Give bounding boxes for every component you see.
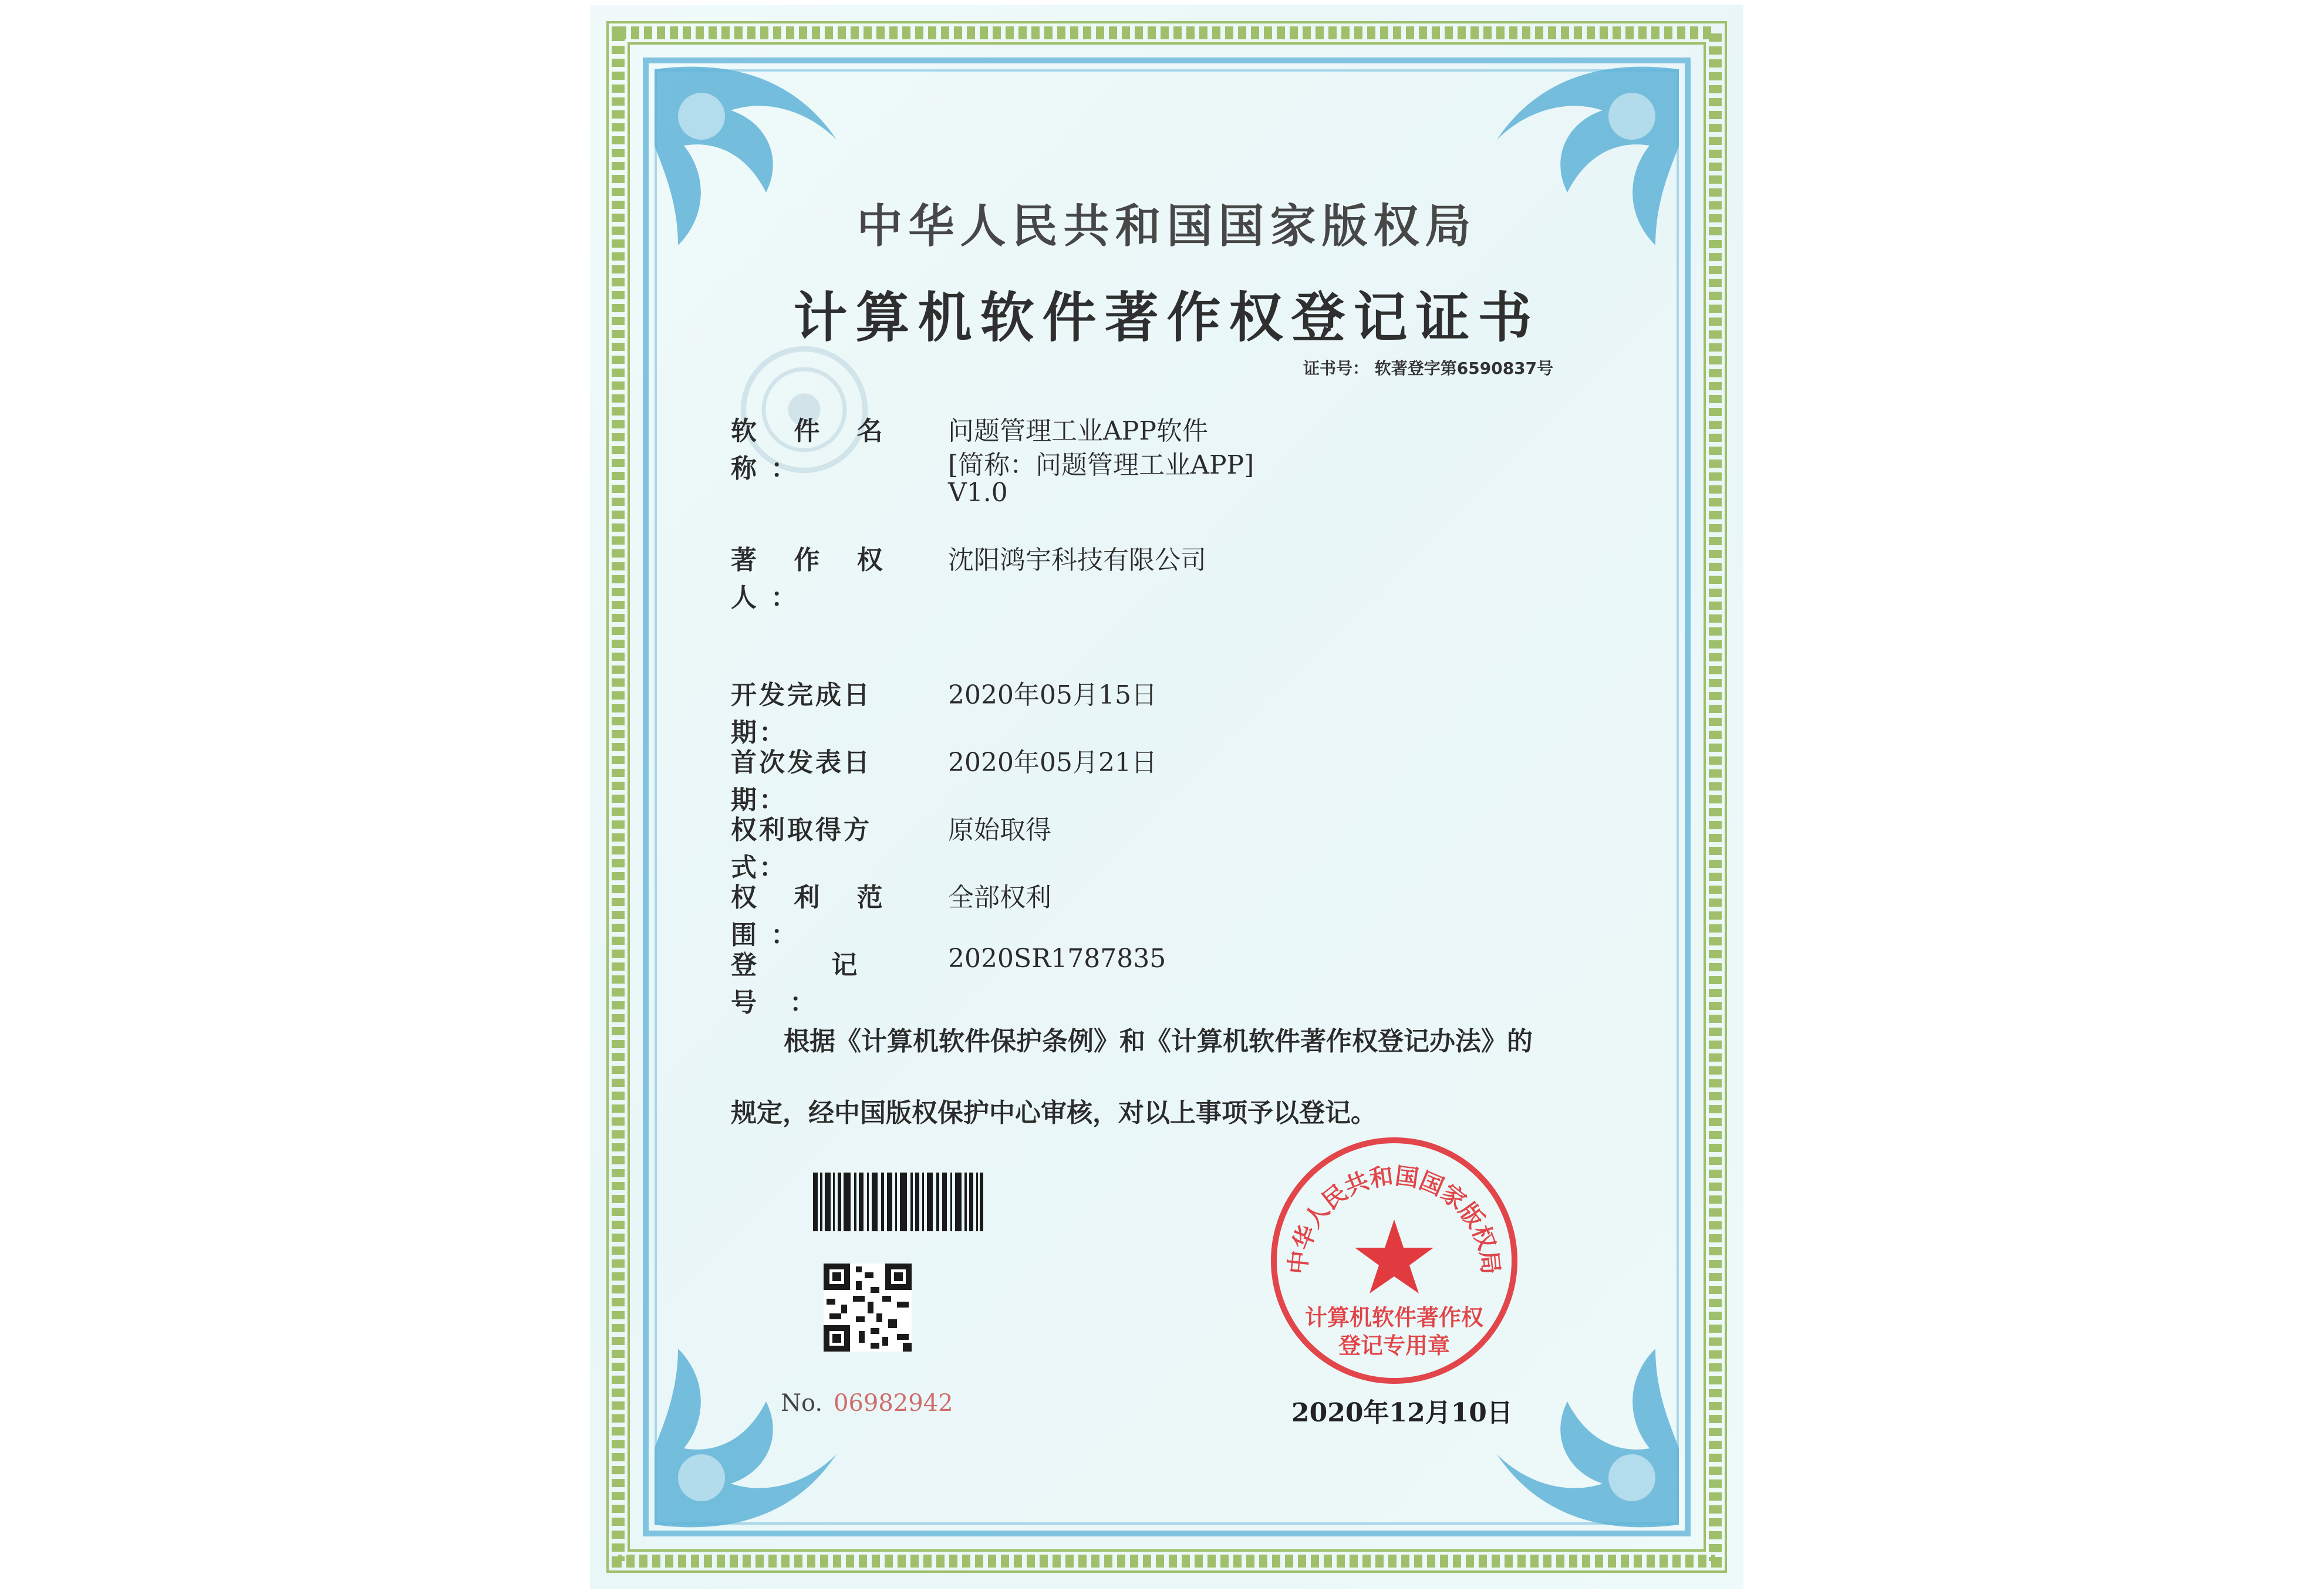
software-name-version: V1.0 [948, 478, 1008, 508]
serial-number: 06982942 [834, 1390, 953, 1417]
issue-date: 2020年12月10日 [1291, 1398, 1513, 1428]
statement-line2: 规定，经中国版权保护中心审核，对以上事项予以登记。 [731, 1098, 1377, 1128]
certificate-title: 计算机软件著作权登记证书 [793, 286, 1540, 349]
seal-star-icon [1355, 1220, 1433, 1293]
corner-ornament-bottom-left [655, 1349, 836, 1527]
copyright-owner-value: 沈阳鸿宇科技有限公司 [948, 545, 1206, 575]
scope-value: 全部权利 [948, 883, 1051, 913]
statement-line1: 根据《计算机软件保护条例》和《计算机软件著作权登记办法》的 [784, 1026, 1533, 1056]
software-name-line1: 问题管理工业APP软件 [948, 416, 1208, 446]
authority-heading: 中华人民共和国国家版权局 [856, 200, 1477, 253]
software-name-line2: [简称：问题管理工业APP] [948, 450, 1254, 480]
acquisition-method-label: 权利取得方式： [731, 815, 872, 883]
registration-no-label: 登 记 号： [731, 950, 891, 1018]
copyright-owner-label: 著 作 权 人： [731, 545, 897, 613]
corner-ornament-bottom-right [1497, 1349, 1679, 1527]
registration-no-value: 2020SR1787835 [948, 944, 1166, 974]
completion-date-label: 开发完成日期： [731, 680, 872, 748]
svg-text:中华人民共和国国家版权局: 中华人民共和国国家版权局 [1284, 1162, 1505, 1276]
qr-code [824, 1264, 912, 1352]
certificate-number-value: 软著登字第6590837号 [1374, 359, 1554, 378]
scope-label: 权 利 范 围： [731, 883, 897, 950]
svg-text:计算机软件著作权: 计算机软件著作权 [1304, 1305, 1484, 1330]
barcode [813, 1173, 983, 1231]
first-publication-date-label: 首次发表日期： [731, 748, 872, 815]
certificate-number-label: 证书号： [1303, 359, 1370, 378]
serial-label: No. [781, 1390, 823, 1417]
acquisition-method-value: 原始取得 [948, 815, 1051, 845]
svg-text:登记专用章: 登记专用章 [1338, 1333, 1451, 1359]
certificate [590, 5, 1743, 1589]
first-publication-date-value: 2020年05月21日 [948, 748, 1157, 778]
certificate-number [1303, 356, 1553, 379]
official-seal [1265, 1131, 1523, 1390]
software-name-label: 软 件 名 称： [731, 416, 897, 484]
completion-date-value: 2020年05月15日 [948, 680, 1157, 710]
